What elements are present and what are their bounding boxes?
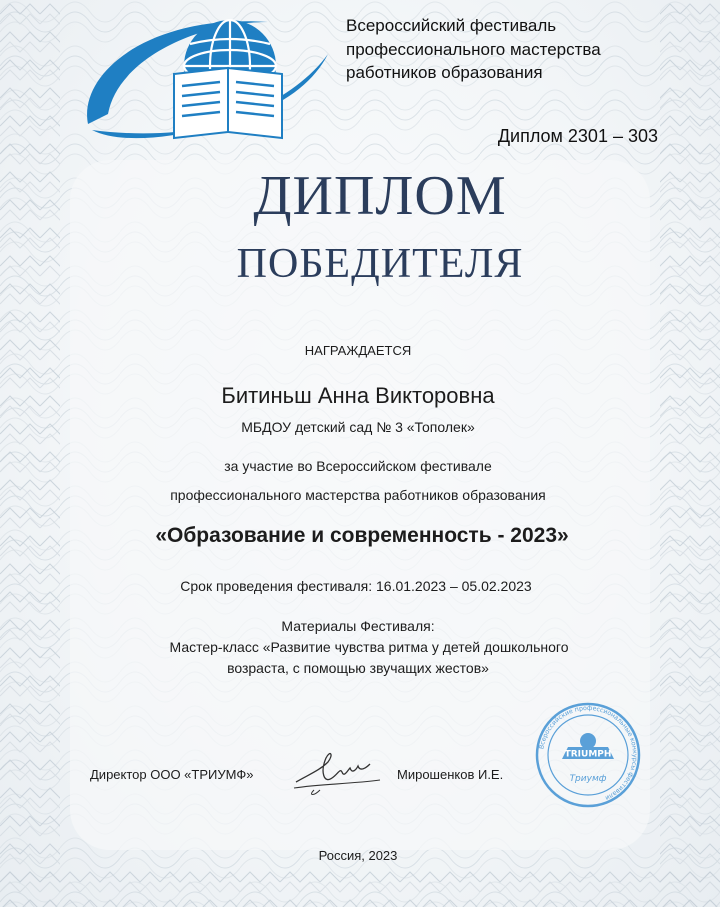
signer-name: Мирошенков И.Е. <box>397 767 504 782</box>
festival-logo <box>78 4 338 144</box>
diploma-number: Диплом 2301 – 303 <box>497 126 658 146</box>
festival-title-line: профессионального мастерства <box>346 39 601 59</box>
award-reason-line: за участие во Всероссийском фестивале <box>224 458 492 474</box>
seal-bottom-text: Триумф <box>569 774 607 784</box>
materials-heading: Материалы Фестиваля: <box>281 618 435 634</box>
company-seal <box>534 701 642 809</box>
festival-period: Срок проведения фестиваля: 16.01.2023 – 05.02.2023 <box>180 578 532 594</box>
seal-center-text: TRIUMPH <box>564 749 612 760</box>
seal-ring-text: Всероссийские профессиональные конкурсы фестивали <box>538 704 639 802</box>
place-and-year: Россия, 2023 <box>318 848 398 863</box>
festival-title-line: Всероссийский фестиваль <box>346 16 557 35</box>
diploma-heading: ДИПЛОМ <box>253 165 507 227</box>
festival-title <box>346 14 686 85</box>
festival-name: «Образование и современность - 2023» <box>155 524 569 547</box>
awarded-label: НАГРАЖДАЕТСЯ <box>304 343 412 358</box>
handwritten-signature <box>290 744 386 800</box>
materials-line: Мастер-класс «Развитие чувства ритма у детей дошкольного <box>169 639 569 655</box>
materials-line: возраста, с помощью звучащих жестов» <box>227 660 489 676</box>
recipient-organization: МБДОУ детский сад № 3 «Тополек» <box>241 419 475 435</box>
award-reason-line: профессионального мастерства работников образования <box>170 487 546 503</box>
recipient-name: Битиньш Анна Викторовна <box>221 383 495 408</box>
director-title: Директор ООО «ТРИУМФ» <box>90 767 254 782</box>
festival-title-line: работников образования <box>346 63 543 82</box>
diploma-subheading: ПОБЕДИТЕЛЯ <box>236 241 524 287</box>
